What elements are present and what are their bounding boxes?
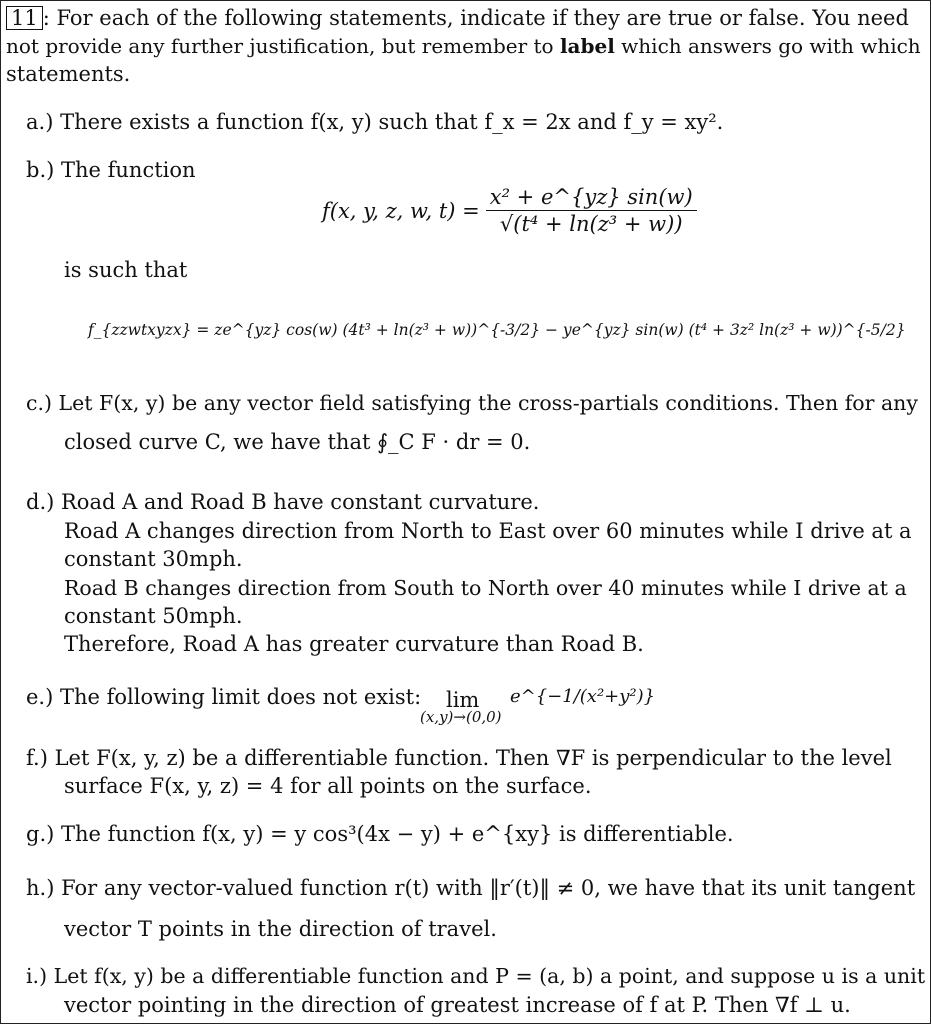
item-d-text1: Road A and Road B have constant curvature. xyxy=(61,490,540,514)
item-d-line4: Road B changes direction from South to North over 40 minutes while I drive at a xyxy=(64,576,907,600)
problem-instructions-2b: which answers go with which xyxy=(614,34,921,58)
item-e-text: The following limit does not exist: xyxy=(59,685,422,709)
item-b-numerator: x² + e^{yz} sin(w) xyxy=(486,184,697,211)
item-b-such-that: is such that xyxy=(64,258,188,282)
item-f-text1: Let F(x, y, z) be a differentiable function. Then ∇F is perpendicular to the level xyxy=(54,746,892,770)
item-e-label: e.) xyxy=(26,685,54,709)
item-d-line5: constant 50mph. xyxy=(64,604,243,628)
item-i-label: i.) xyxy=(26,964,48,988)
item-f-line1 xyxy=(26,744,892,772)
problem-instructions-label-word: label xyxy=(559,34,615,58)
item-e-expression: e^{−1/(x²+y²)} xyxy=(510,686,656,707)
item-b-label: b.) xyxy=(26,158,55,182)
item-i-line1 xyxy=(26,962,925,990)
problem-instructions-2a: not provide any further justification, but remember to xyxy=(6,34,560,58)
item-c-text1: Let F(x, y) be any vector field satisfying the cross-partials conditions. Then for any xyxy=(58,391,918,415)
item-d-line3: constant 30mph. xyxy=(64,547,243,571)
item-i-line2: vector pointing in the direction of greatest increase of f at P. Then ∇f ⊥ u. xyxy=(64,993,851,1017)
item-h-line2: vector T points in the direction of travel. xyxy=(64,917,497,941)
item-d-line1 xyxy=(26,488,539,516)
item-g-label: g.) xyxy=(26,822,55,846)
item-e-line xyxy=(26,683,421,711)
item-c-line1 xyxy=(26,389,918,417)
problem-instructions-1: : For each of the following statements, indicate if they are true or false. You need xyxy=(42,6,909,30)
item-d-line2: Road A changes direction from North to East over 60 minutes while I drive at a xyxy=(64,519,912,543)
item-d-label: d.) xyxy=(26,490,55,514)
item-d-line6: Therefore, Road A has greater curvature than Road B. xyxy=(64,632,644,656)
item-c-label: c.) xyxy=(26,391,52,415)
problem-number: 11 xyxy=(6,6,43,30)
problem-header-line3: statements. xyxy=(6,62,131,86)
item-b-function-definition xyxy=(322,184,697,237)
item-f-label: f.) xyxy=(26,746,48,770)
item-b-intro-line xyxy=(26,156,196,184)
item-g-text: The function f(x, y) = y cos³(4x − y) + e^{xy} is differentiable. xyxy=(61,822,734,846)
item-b-intro: The function xyxy=(61,158,196,182)
problem-header-line2 xyxy=(6,32,921,60)
item-a-text: There exists a function f(x, y) such that f_x = 2x and f_y = xy². xyxy=(60,110,724,134)
item-b-denominator: √(t⁴ + ln(z³ + w)) xyxy=(499,212,683,236)
item-h-line1 xyxy=(26,874,915,902)
item-i-text1: Let f(x, y) be a differentiable function and P = (a, b) a point, and suppose u is a unit xyxy=(53,964,926,988)
item-c-line2: closed curve C, we have that ∮_C F · dr = 0. xyxy=(64,430,531,454)
item-e-lim-subscript: (x,y)→(0,0) xyxy=(420,708,502,726)
item-f-line2: surface F(x, y, z) = 4 for all points on the surface. xyxy=(64,774,592,798)
problem-header-line1 xyxy=(6,4,909,32)
item-a-label: a.) xyxy=(26,110,54,134)
item-b-fraction xyxy=(486,184,697,237)
item-b-lhs: f(x, y, z, w, t) = xyxy=(322,198,480,223)
item-g xyxy=(26,820,734,848)
item-b-derivative: f_{zzwtxyzx} = ze^{yz} cos(w) (4t³ + ln(z³ + w))^{-3/2} − ye^{yz} sin(w) (t⁴ + 3z² ln(z³ + w))^{-5/2} xyxy=(88,321,906,339)
item-h-label: h.) xyxy=(26,876,55,900)
item-e-lim: lim xyxy=(446,688,480,712)
item-h-text1: For any vector-valued function r(t) with ‖r′(t)‖ ≠ 0, we have that its unit tangent xyxy=(61,876,916,900)
item-a xyxy=(26,108,723,136)
